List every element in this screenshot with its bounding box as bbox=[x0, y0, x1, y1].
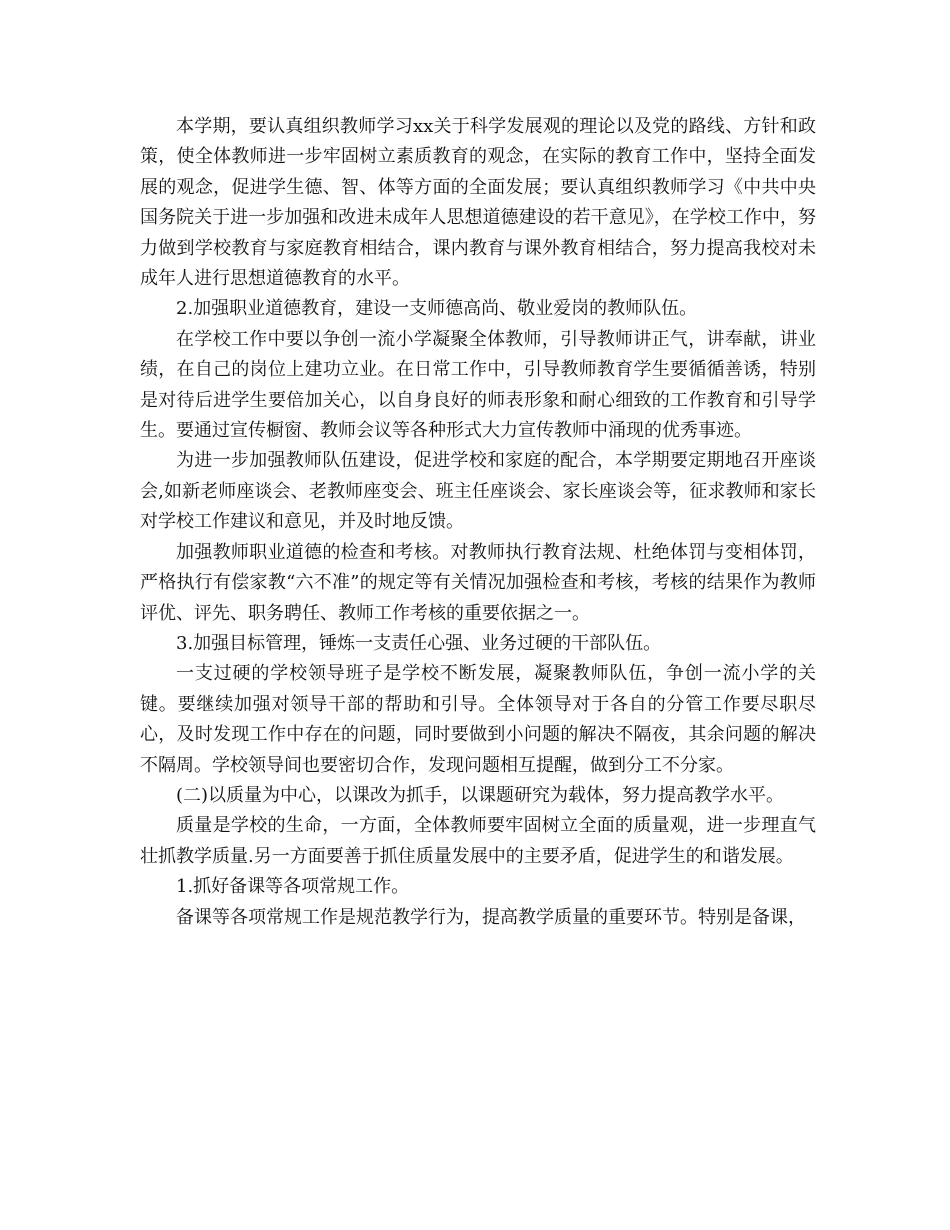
paragraph-11: 备课等各项常规工作是规范教学行为，提高教学质量的重要环节。特别是备课， bbox=[176, 906, 806, 928]
paragraph-7: 一支过硬的学校领导班子是学校不断发展，凝聚教师队伍，争创一流小学的关键。要继续加强对领导干部的帮助和引导。全体领导对于各自的分管工作要尽职尽心，及时发现工作中存在的问题，同时要做到小问题的解决不隔夜，其余问题的解决不隔周。学校领导间也要密切合作，发现问题相互提醒，做到分工不分家。 bbox=[140, 663, 816, 776]
paragraph-5: 加强教师职业道德的检查和考核。对教师执行教育法规、杜绝体罚与变相体罚，严格执行有偿家教“六不准”的规定等有关情况加强检查和考核，考核的结果作为教师评优、评先、职务聘任、教师工作考核的重要依据之一。 bbox=[140, 541, 816, 624]
paragraph-1: 本学期，要认真组织教师学习xx关于科学发展观的理论以及党的路线、方针和政策，使全体教师进一步牢固树立素质教育的观念，在实际的教育工作中，坚持全面发展的观念，促进学生德、智、体等方面的全面发展；要认真组织教师学习《中共中央国务院关于进一步加强和改进未成年人思想道德建设的若干意见》，在学校工作中，努力做到学校教育与家庭教育相结合，课内教育与课外教育相结合，努力提高我校对未成年人进行思想道德教育的水平。 bbox=[140, 116, 816, 290]
paragraph-4: 为进一步加强教师队伍建设，促进学校和家庭的配合，本学期要定期地召开座谈会,如新老师座谈会、老教师座变会、班主任座谈会、家长座谈会等，征求教师和家长对学校工作建议和意见，并及时地反馈。 bbox=[140, 450, 816, 533]
paragraph-6: 3.加强目标管理，锤炼一支责任心强、业务过硬的干部队伍。 bbox=[176, 632, 662, 654]
paragraph-3: 在学校工作中要以争创一流小学凝聚全体教师，引导教师讲正气，讲奉献，讲业绩，在自己的岗位上建功立业。在日常工作中，引导教师教育学生要循循善诱，特别是对待后进学生要倍加关心，以自身良好的师表形象和耐心细致的工作教育和引导学生。要通过宣传橱窗、教师会议等各种形式大力宣传教师中涌现的优秀事迹。 bbox=[140, 328, 816, 442]
paragraph-2: 2.加强职业道德教育，建设一支师德高尚、敬业爱岗的教师队伍。 bbox=[176, 298, 698, 320]
document-page bbox=[140, 112, 816, 933]
paragraph-10: 1.抓好备课等各项常规工作。 bbox=[176, 876, 410, 898]
paragraph-8: (二)以质量为中心，以课改为抓手，以课题研究为载体，努力提高教学水平。 bbox=[176, 784, 785, 806]
paragraph-9: 质量是学校的生命，一方面，全体教师要牢固树立全面的质量观，进一步理直气壮抓教学质量.另一方面要善于抓住质量发展中的主要矛盾，促进学生的和谐发展。 bbox=[140, 815, 816, 867]
